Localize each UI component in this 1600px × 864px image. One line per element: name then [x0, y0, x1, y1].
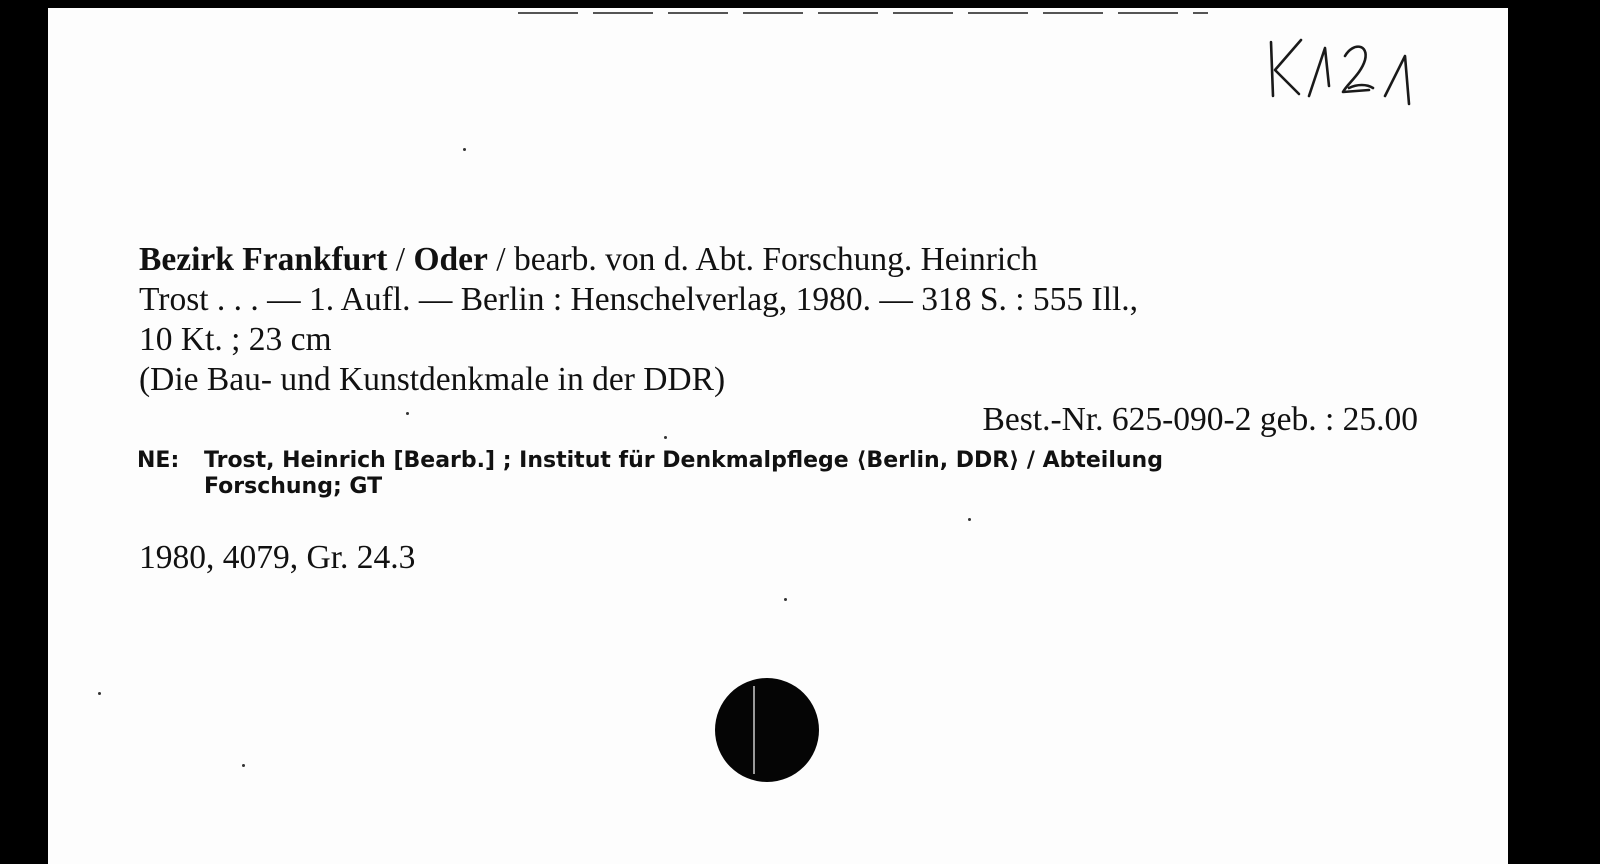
added-entries-line-2: Forschung; GT: [204, 474, 383, 499]
dust-speck: [242, 764, 245, 767]
control-number: 1980, 4079, Gr. 24.3: [139, 539, 416, 576]
catalog-card: [48, 8, 1508, 864]
added-entries-line-1: Trost, Heinrich [Bearb.] ; Institut für Denkmalpflege ⟨Berlin, DDR⟩ / Abteilung: [204, 448, 1163, 473]
title-main: Bezirk Frankfurt: [139, 241, 388, 278]
handwritten-shelf-mark: [1261, 26, 1421, 106]
edition-imprint-line: Trost . . . — 1. Aufl. — Berlin : Henschelverlag, 1980. — 318 S. : 555 Ill.,: [139, 281, 1139, 318]
dust-speck: [664, 436, 667, 439]
dust-speck: [98, 692, 101, 695]
responsibility-statement: / bearb. von d. Abt. Forschung. Heinrich: [487, 241, 1038, 278]
dust-speck: [463, 148, 466, 151]
series-statement: (Die Bau- und Kunstdenkmale in der DDR): [139, 361, 726, 398]
dust-speck: [968, 518, 971, 521]
order-number: Best.-Nr. 625-090-2 geb. : 25.00: [982, 401, 1418, 438]
title-statement: [139, 240, 1038, 280]
dust-speck: [406, 412, 409, 415]
title-place: Oder: [413, 241, 488, 278]
title-separator: /: [387, 241, 414, 278]
punch-hole: [715, 678, 819, 782]
dust-speck: [784, 598, 787, 601]
added-entries-label: NE:: [137, 448, 180, 473]
top-edge-rule: [518, 12, 1208, 14]
physical-description-line: 10 Kt. ; 23 cm: [139, 321, 332, 358]
